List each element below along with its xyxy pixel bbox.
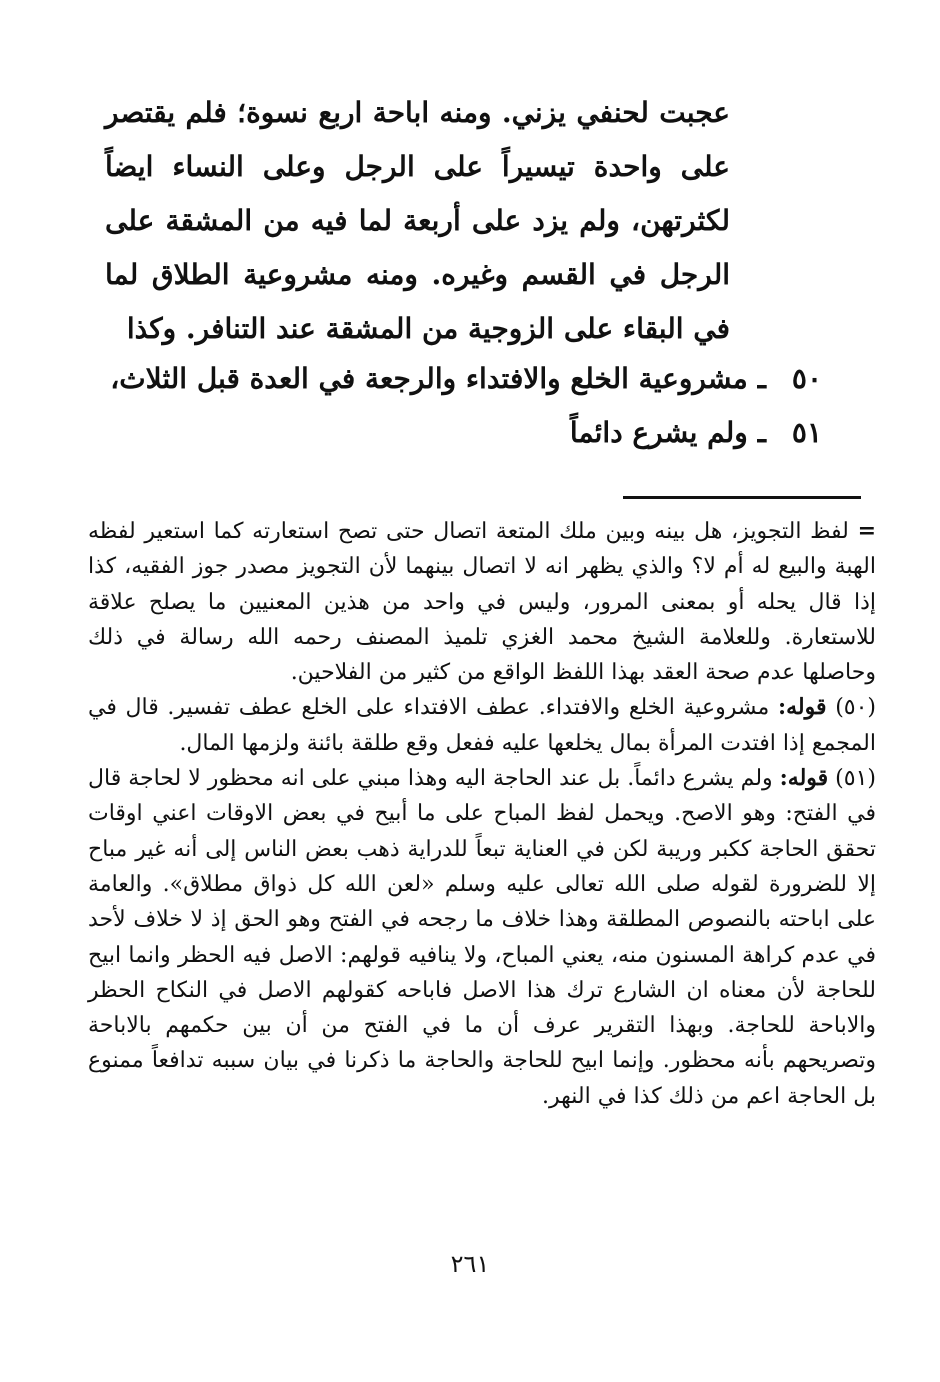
footnote-text: ولم يشرع دائماً. بل عند الحاجة اليه وهذا مبني على انه محظور لا لحاجة قال في الفتح: وهو الاصح. ويحمل لفظ المباح على ما أبيح في بعض الاوقات اعني اوقات تحقق الحاجة ككبر وريبة لكن في العناية تبعاً للدراية ذهب بعض الناس إلى أنه غير مباح إلا للضرورة لقوله صلى الله تعالى عليه وسلم «لعن الله كل ذواق مطلاق». والعامة على اباحته بالنصوص المطلقة وهذا خلاف ما رجحه في الفتح وهو الحق إذ لا خلاف لأحد في عدم كراهة المسنون منه، يعني المباح، ولا ينافيه قولهم: الاصل فيه الحظر وانما ابيح للحاجة لأن معناه ان الشارع ترك هذا الاصل فاباحه كقولهم الاصل في النكاح الحظر والاباحة للحاجة. وبهذا التقرير عرف أن ما في الفتح من أن بين حكمهم بالاباحة وتصريحهم بأنه محظور. وإنما ابيح للحاجة والحاجة ما ذكرنا في بيان سببه تدافعاً ممنوع بل الحاجة اعم من ذلك كذا في النهر. bbox=[88, 766, 877, 1109]
footnote-50 bbox=[88, 690, 876, 761]
footnote-keyword: قوله: bbox=[779, 765, 829, 792]
item-text: مشروعية الخلع والافتداء والرجعة في العدة قبل الثلاث، bbox=[110, 362, 748, 395]
main-text-block bbox=[105, 86, 730, 356]
footnote-continuation bbox=[88, 514, 876, 690]
item-number: ٥١ bbox=[791, 416, 822, 449]
main-item-50 bbox=[110, 352, 822, 406]
item-dash: ـ bbox=[757, 416, 766, 449]
footnote-text: مشروعية الخلع والافتداء. عطف الافتداء على الخلع عطف تفسير. قال في المجمع إذا افتدت المرأة بمال يخلعها عليه ففعل وقع طلقة بائنة ولزمها المال. bbox=[88, 695, 876, 756]
item-dash: ـ bbox=[757, 362, 766, 395]
item-number: ٥٠ bbox=[791, 362, 822, 395]
footnote-divider bbox=[623, 496, 861, 499]
footnote-51 bbox=[88, 761, 876, 1114]
footnote-number: (٥٠) bbox=[835, 695, 877, 721]
main-item-51 bbox=[122, 406, 822, 460]
footnotes-block bbox=[88, 514, 876, 1114]
footnote-number: (٥١) bbox=[835, 766, 876, 792]
footnote-keyword: قوله: bbox=[777, 694, 827, 721]
page-number: ٢٦١ bbox=[450, 1250, 490, 1278]
footnote-text: لفظ التجويز، هل بينه وبين ملك المتعة اتصال حتى تصح استعارته كما استعير لفظه الهبة والبيع له أم لا؟ والذي يظهر انه لا اتصال بينهما لأن التجويز مصدر جوز الفقيه، كذا إذا قال يحله أو بمعنى المرور، وليس في واحد من هذين المعنيين ما يصلح علاقة للاستعارة. وللعلامة الشيخ محمد الغزي تلميذ المصنف رحمه الله رسالة في ذلك وحاصلها عدم صحة العقد بهذا اللفظ الواقع من كثير من الفلاحين. bbox=[88, 519, 876, 686]
main-paragraph: عجبت لحنفي يزني. ومنه اباحة اربع نسوة؛ فلم يقتصر على واحدة تيسيراً على الرجل وعلى النساء ايضاً لكثرتهن، ولم يزد على أربعة لما فيه من المشقة على الرجل في القسم وغيره. ومنه مشروعية الطلاق لما في البقاء على الزوجية من المشقة عند التنافر. وكذا bbox=[105, 96, 730, 345]
continuation-marker: = bbox=[857, 518, 876, 544]
item-text: ولم يشرع دائماً bbox=[569, 416, 748, 449]
